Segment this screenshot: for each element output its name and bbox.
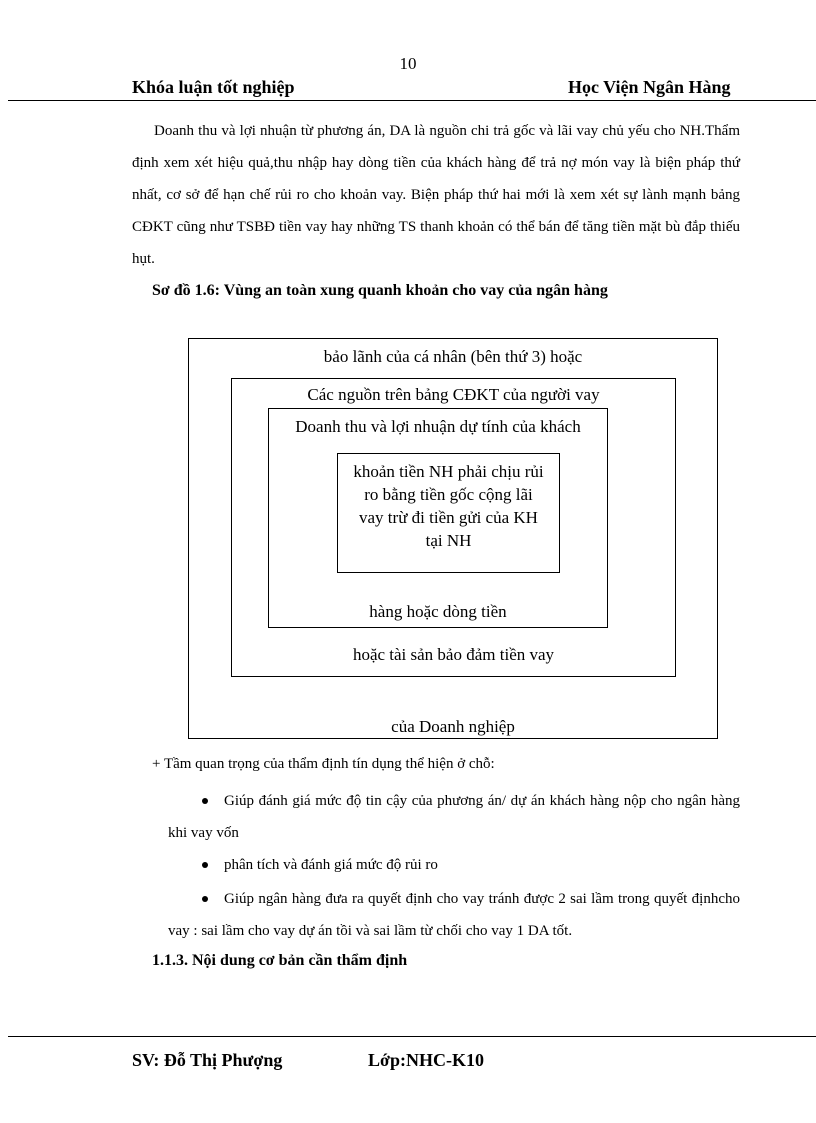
header-right-title: Học Viện Ngân Hàng <box>568 77 731 97</box>
outer-bottom-label: của Doanh nghiệp <box>391 717 515 736</box>
bullet-text: phân tích và đánh giá mức độ rủi ro <box>224 857 438 873</box>
importance-intro: + Tầm quan trọng của thẩm định tín dụng thể hiện ở chỗ: <box>152 756 495 772</box>
bullet-dot-icon <box>202 896 208 902</box>
second-top-label: Các nguồn trên bảng CĐKT của người vay <box>307 385 600 404</box>
footer-class: Lớp:NHC-K10 <box>368 1050 484 1070</box>
third-bottom-label: hàng hoặc dòng tiền <box>369 602 507 621</box>
footer-student: SV: Đỗ Thị Phượng <box>132 1050 283 1070</box>
bullet-dot-icon <box>202 862 208 868</box>
header-rule <box>8 100 816 101</box>
bullet-item <box>168 785 740 849</box>
diagram-caption: Sơ đồ 1.6: Vùng an toàn xung quanh khoản cho vay của ngân hàng <box>152 282 608 299</box>
second-bottom-label: hoặc tài sản bảo đảm tiền vay <box>352 645 555 664</box>
intro-paragraph: Doanh thu và lợi nhuận từ phương án, DA là nguồn chi trả gốc và lãi vay chủ yếu cho NH.Thẩm định xem xét hiệu quả,thu nhập hay dòng tiền của khách hàng để trả nợ món vay là biện pháp thứ nhất, cơ sở để hạn chế rủi ro cho khoản vay. Biện pháp thứ hai mới là xem xét sự lành mạnh bảng CĐKT cũng như TSBĐ tiền vay hay những TS thanh khoản có thể bán để tăng tiền mặt bù đắp thiếu hụt. <box>132 123 740 267</box>
bullet-text: Giúp ngân hàng đưa ra quyết định cho vay tránh được 2 sai lầm trong quyết địnhcho vay : sai lầm cho vay dự án tồi và sai lầm từ chối cho vay 1 DA tốt. <box>168 891 740 939</box>
footer-rule <box>8 1036 816 1037</box>
core-label: khoản tiền NH phải chịu rủi ro bằng tiền gốc cộng lãi vay trừ đi tiền gửi của KH tại NH <box>353 462 544 550</box>
section-heading: 1.1.3. Nội dung cơ bản cần thẩm định <box>152 952 408 969</box>
bullet-item <box>202 849 740 881</box>
page-number: 10 <box>399 54 417 73</box>
bullet-text: Giúp đánh giá mức độ tin cậy của phương án/ dự án khách hàng nộp cho ngân hàng khi vay vốn <box>168 793 740 841</box>
bullet-dot-icon <box>202 798 208 804</box>
third-top-label: Doanh thu và lợi nhuận dự tính của khách <box>295 417 581 436</box>
diagram-core-box <box>337 453 560 573</box>
header-left-title: Khóa luận tốt nghiệp <box>132 77 295 97</box>
bullet-item <box>168 883 740 947</box>
outer-top-label: bảo lãnh của cá nhân (bên thứ 3) hoặc <box>323 347 583 366</box>
